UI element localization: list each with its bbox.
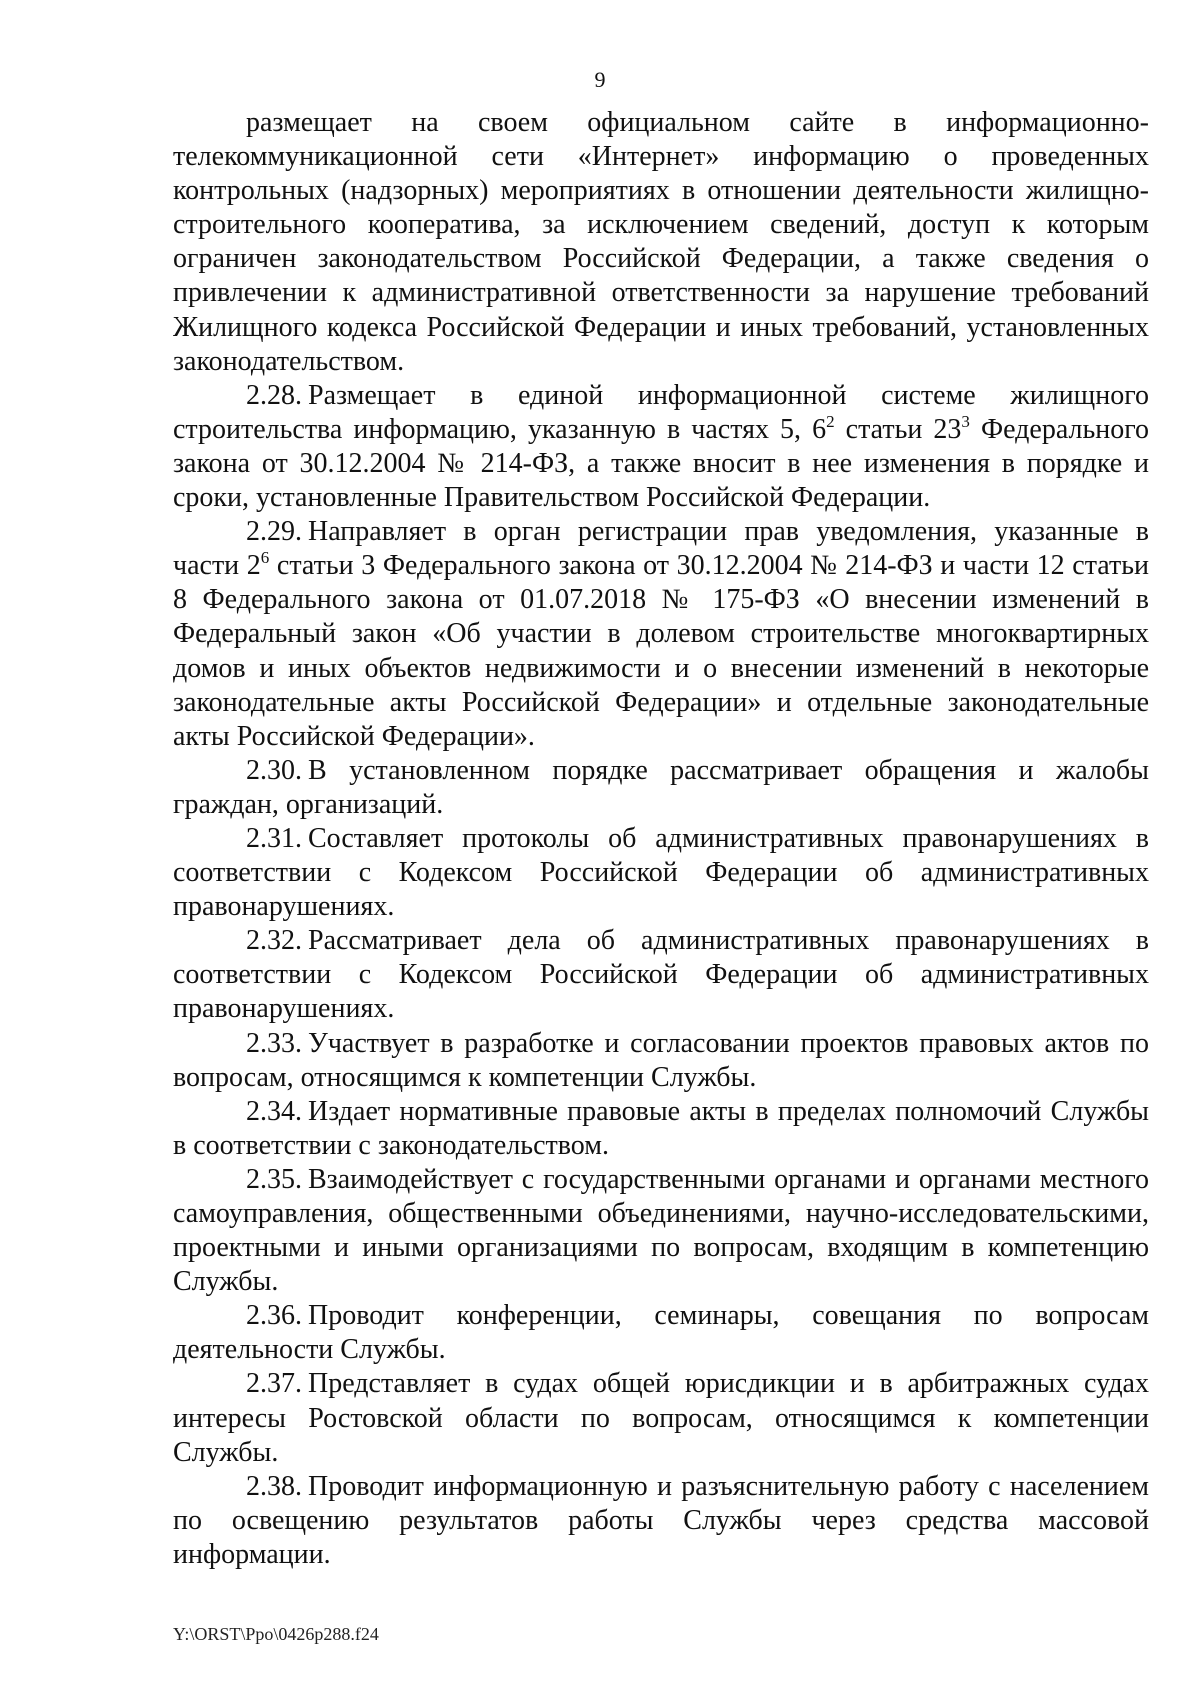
paragraph-2-31 bbox=[173, 822, 1149, 924]
paragraph-number: 2.36. bbox=[246, 1300, 302, 1332]
paragraph-number: 2.34. bbox=[246, 1095, 302, 1127]
paragraph-2-36 bbox=[173, 1299, 1149, 1367]
paragraph-text: Взаимодействует с государственными органами и органами местного самоуправления, общественными объединениями, научно-исследовательскими, проектными и иными организациями по вопросам, входящим в компетенцию Службы. bbox=[173, 1163, 1149, 1298]
paragraph-text: Федерального закона от 30.12.2004 № 214-ФЗ, а также вносит в нее изменения в порядке и сроки, установленные Правительством Российской Федерации. bbox=[173, 413, 1150, 514]
paragraph-text: Проводит информационную и разъяснительную работу с населением по освещению результатов работы Службы через средства массовой информации. bbox=[173, 1470, 1149, 1570]
paragraph-number: 2.37. bbox=[246, 1368, 302, 1400]
paragraph-text: Размещает в единой информационной системе жилищного строительства информацию, указанную в частях 5, 6 bbox=[173, 379, 1149, 445]
paragraph-2-38 bbox=[173, 1470, 1149, 1572]
paragraph-text: Представляет в судах общей юрисдикции и в арбитражных судах интересы Ростовской области по вопросам, относящимся к компетенции Службы. bbox=[173, 1368, 1149, 1468]
paragraph-text: размещает на своем официальном сайте в информационно-телекоммуникационной сети «Интернет» информацию о проведенных контрольных (надзорных) мероприятиях в отношении деятельности жилищно-строительного кооператива, за исключением сведений, доступ к которым ограничен законодательством Российской Федерации, а также сведения о привлечении к административной ответственности за нарушение требований Жилищного кодекса Российской Федерации и иных требований, установленных законодательством. bbox=[173, 107, 1149, 377]
paragraph-number: 2.30. bbox=[246, 754, 302, 786]
file-path-footer: Y:\ORST\Ppo\0426p288.f24 bbox=[173, 1624, 379, 1644]
paragraph-number: 2.29. bbox=[246, 516, 302, 548]
paragraph-2-37 bbox=[173, 1367, 1149, 1469]
paragraph-2-28 bbox=[173, 379, 1149, 515]
paragraph-2-34 bbox=[173, 1095, 1149, 1163]
paragraph-2-35 bbox=[173, 1163, 1149, 1299]
paragraph-number: 2.31. bbox=[246, 822, 302, 854]
paragraph-text: Проводит конференции, семинары, совещания по вопросам деятельности Службы. bbox=[173, 1300, 1149, 1366]
paragraph-text: Направляет в орган регистрации прав уведомления, указанные в части 2 bbox=[173, 516, 1149, 582]
paragraph-text: статьи 23 bbox=[834, 413, 962, 445]
paragraph-number: 2.32. bbox=[246, 925, 302, 957]
superscript: 2 bbox=[826, 411, 835, 431]
paragraph-number: 2.38. bbox=[246, 1470, 302, 1502]
paragraph-2-30 bbox=[173, 754, 1149, 822]
superscript: 6 bbox=[260, 548, 270, 568]
paragraph-text: Издает нормативные правовые акты в пределах полномочий Службы в соответствии с законодательством. bbox=[173, 1095, 1149, 1161]
paragraph-text: Участвует в разработке и согласовании проектов правовых актов по вопросам, относящимся к компетенции Службы. bbox=[173, 1027, 1149, 1093]
paragraph-number: 2.28. bbox=[246, 379, 302, 411]
paragraph-text: статьи 3 Федерального закона от 30.12.2004 № 214-ФЗ и части 12 статьи 8 Федерального закона от 01.07.2018 № 175-ФЗ «О внесении изменений в Федеральный закон «Об участии в долевом строительстве многоквартирных домов и иных объектов недвижимости и о внесении изменений в некоторые законодательные акты Российской Федерации» и отдельные законодательные акты Российской Федерации». bbox=[173, 550, 1149, 752]
superscript: 3 bbox=[961, 411, 970, 431]
paragraph-text: Составляет протоколы об административных правонарушениях в соответствии с Кодексом Российской Федерации об административных правонарушениях. bbox=[173, 822, 1149, 923]
paragraph-text: В установленном порядке рассматривает обращения и жалобы граждан, организаций. bbox=[173, 754, 1149, 820]
paragraph-continuation bbox=[173, 106, 1149, 379]
paragraph-2-29 bbox=[173, 515, 1149, 754]
paragraph-number: 2.35. bbox=[246, 1163, 302, 1195]
paragraph-number: 2.33. bbox=[246, 1027, 302, 1059]
page-number: 9 bbox=[594, 67, 606, 92]
paragraph-text: Рассматривает дела об административных правонарушениях в соответствии с Кодексом Российской Федерации об административных правонарушениях. bbox=[173, 925, 1149, 1025]
paragraph-2-33 bbox=[173, 1027, 1149, 1095]
document-body bbox=[173, 106, 1149, 1572]
paragraph-2-32 bbox=[173, 924, 1149, 1026]
